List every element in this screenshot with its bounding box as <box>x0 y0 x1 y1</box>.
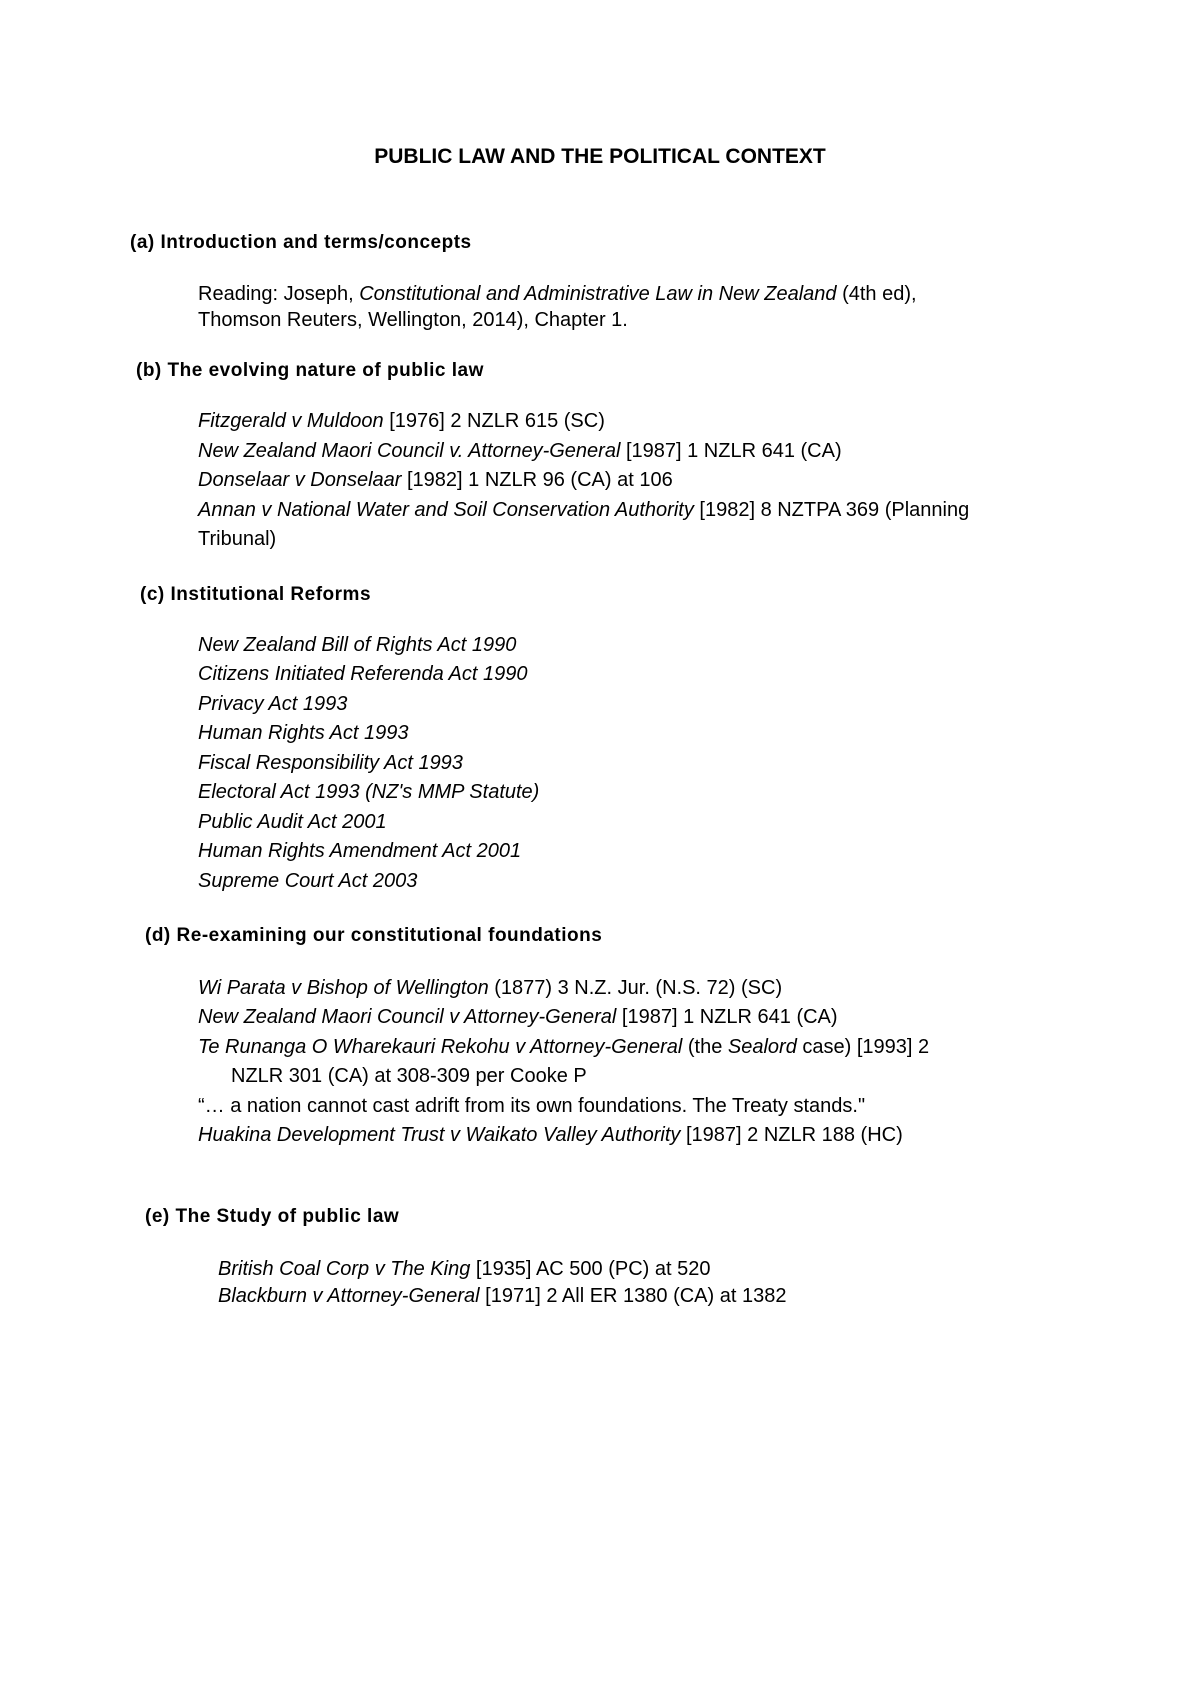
statute-item: Supreme Court Act 2003 <box>198 870 418 892</box>
case-citation: [1987] 1 NZLR 641 (CA) <box>616 1006 838 1028</box>
case-line <box>198 439 842 463</box>
case-line <box>198 976 782 1000</box>
quote-line: “… a nation cannot cast adrift from its own foundations. The Treaty stands." <box>198 1095 866 1117</box>
case-line <box>198 468 673 492</box>
case-name: Donselaar v Donselaar <box>198 469 402 491</box>
case-line <box>198 1005 838 1029</box>
case-name: Annan v National Water and Soil Conservation Authority <box>198 499 694 521</box>
reading-line-1 <box>198 282 917 306</box>
case-citation: [1982] 1 NZLR 96 (CA) at 106 <box>401 469 673 491</box>
case-citation: [1982] 8 NZTPA 369 (Planning <box>693 499 970 521</box>
case-name: Huakina Development Trust v Waikato Valley Authority <box>198 1124 681 1146</box>
reading-suffix: (4th ed), <box>836 283 917 305</box>
statute-item: Electoral Act 1993 (NZ's MMP Statute) <box>198 781 540 803</box>
section-c-heading: (c) Institutional Reforms <box>140 584 372 605</box>
case-continuation: Tribunal) <box>198 528 277 550</box>
case-line <box>198 409 605 433</box>
case-line <box>198 498 969 522</box>
case-name: Wi Parata v Bishop of Wellington <box>198 977 489 999</box>
case-line <box>198 1035 929 1059</box>
case-nickname: Sealord <box>727 1036 797 1058</box>
case-name: New Zealand Maori Council v Attorney-General <box>198 1006 617 1028</box>
case-citation: [1987] 1 NZLR 641 (CA) <box>620 440 842 462</box>
case-line <box>218 1284 786 1308</box>
reading-line-2: Thomson Reuters, Wellington, 2014), Chapter 1. <box>198 309 628 331</box>
case-citation: case) [1993] 2 <box>796 1036 930 1058</box>
case-citation: (the <box>682 1036 728 1058</box>
statute-item: Human Rights Amendment Act 2001 <box>198 840 522 862</box>
case-name: Fitzgerald v Muldoon <box>198 410 384 432</box>
section-e-heading: (e) The Study of public law <box>145 1206 400 1227</box>
statute-item: New Zealand Bill of Rights Act 1990 <box>198 634 517 656</box>
case-citation: [1976] 2 NZLR 615 (SC) <box>383 410 605 432</box>
case-line <box>198 1123 903 1147</box>
statute-item: Privacy Act 1993 <box>198 693 348 715</box>
case-citation: (1877) 3 N.Z. Jur. (N.S. 72) (SC) <box>488 977 783 999</box>
statute-item: Human Rights Act 1993 <box>198 722 409 744</box>
case-name: Te Runanga O Wharekauri Rekohu v Attorney-General <box>198 1036 683 1058</box>
reading-prefix: Reading: Joseph, <box>198 283 360 305</box>
case-line <box>218 1257 710 1281</box>
case-citation: [1935] AC 500 (PC) at 520 <box>470 1258 711 1280</box>
case-citation: [1971] 2 All ER 1380 (CA) at 1382 <box>479 1285 787 1307</box>
case-name: British Coal Corp v The King <box>218 1258 471 1280</box>
case-continuation: NZLR 301 (CA) at 308-309 per Cooke P <box>231 1065 587 1087</box>
case-citation: [1987] 2 NZLR 188 (HC) <box>680 1124 903 1146</box>
statute-item: Public Audit Act 2001 <box>198 811 387 833</box>
statute-item: Citizens Initiated Referenda Act 1990 <box>198 663 528 685</box>
page-title: PUBLIC LAW AND THE POLITICAL CONTEXT <box>374 145 826 168</box>
section-b-heading: (b) The evolving nature of public law <box>136 360 484 381</box>
section-d-heading: (d) Re-examining our constitutional foundations <box>145 925 603 946</box>
section-a-heading: (a) Introduction and terms/concepts <box>130 232 472 253</box>
reading-book-title: Constitutional and Administrative Law in New Zealand <box>359 283 837 305</box>
statute-item: Fiscal Responsibility Act 1993 <box>198 752 463 774</box>
case-name: New Zealand Maori Council v. Attorney-General <box>198 440 621 462</box>
case-name: Blackburn v Attorney-General <box>218 1285 480 1307</box>
